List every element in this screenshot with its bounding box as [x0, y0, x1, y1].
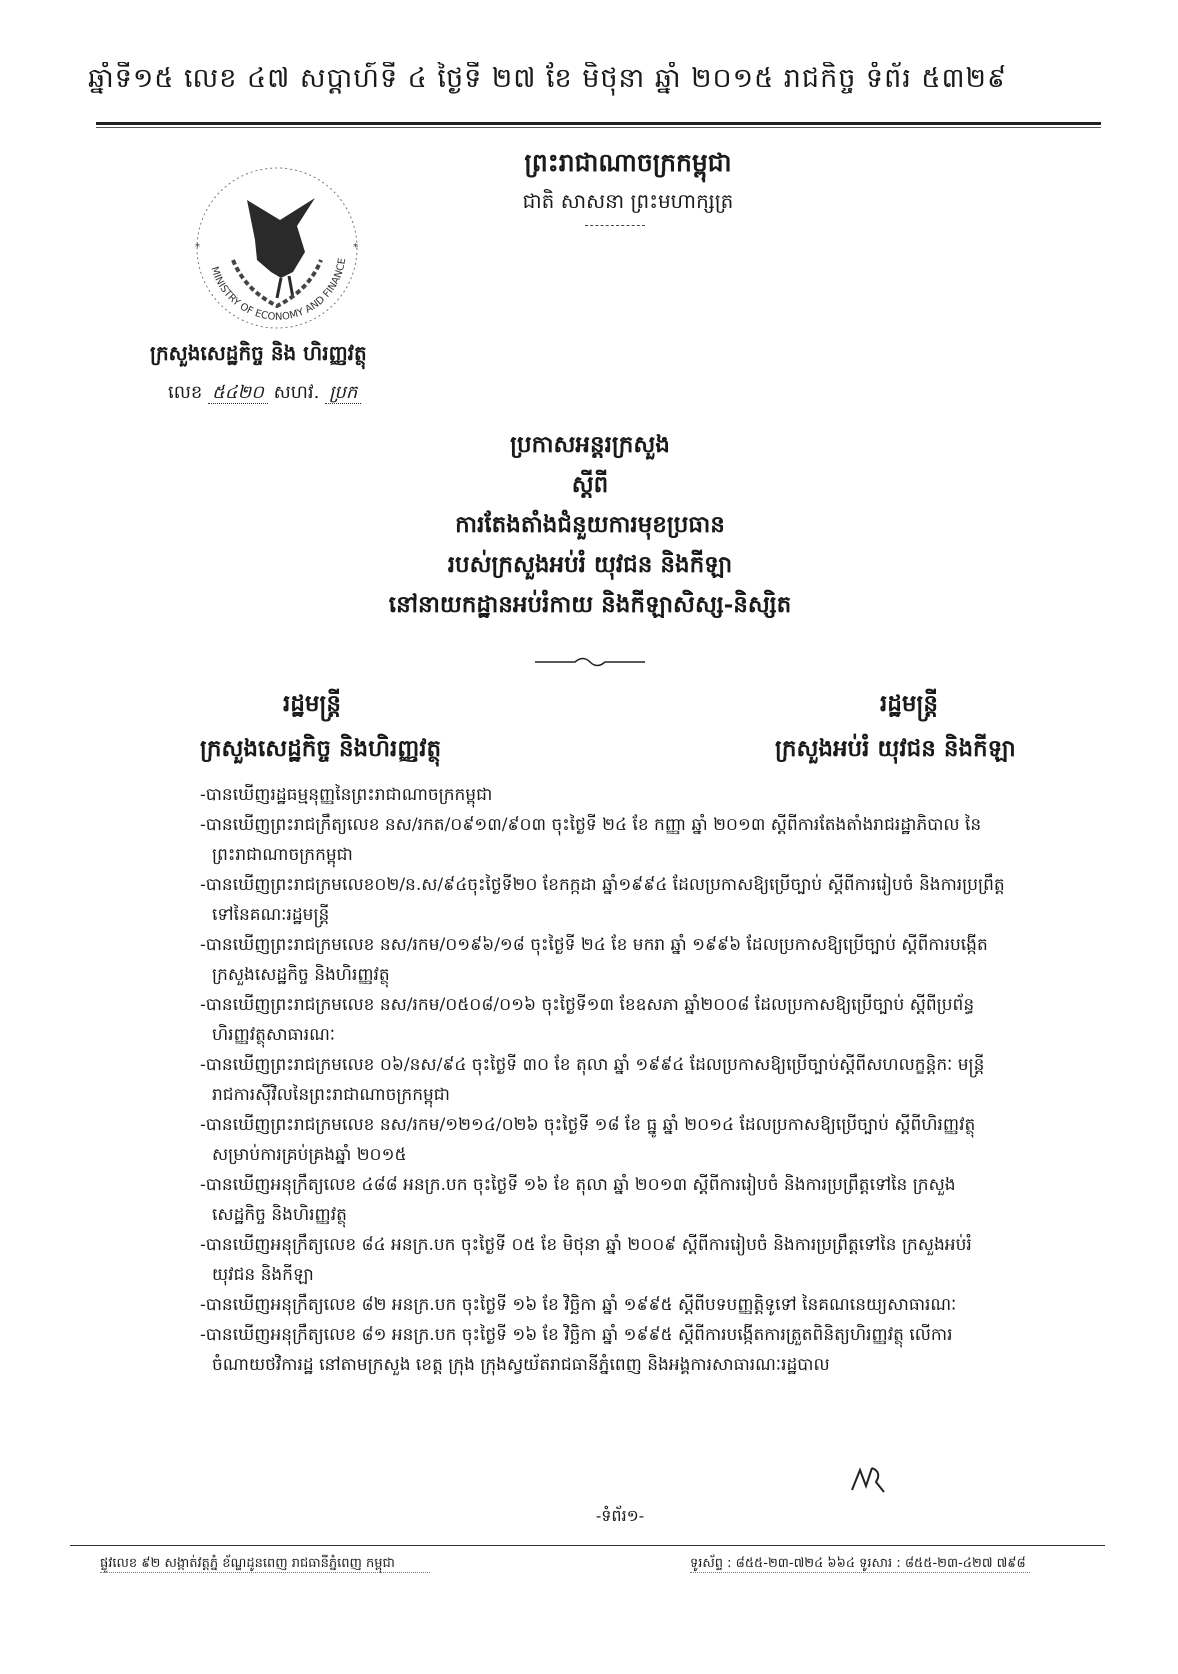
footer-contact: ទូរស័ព្ទ : ៨៥៥-២៣-៧២៤ ៦៦៤ ទូរសារ : ៨៥៥-២៣-៤២៧ ៧៩៨ — [690, 1556, 1026, 1571]
footer-dotted-line — [690, 1572, 1030, 1574]
visa-item: -បានឃើញព្រះរាជក្រមលេខ នស/រកម/០៥០៨/០១៦ ចុះថ្ងៃទី១៣ ខែឧសភា ឆ្នាំ២០០៨ ដែលប្រកាសឱ្យប្រើច្បាប់ ស្តីពីប្រព័ន្ធ ហិរញ្ញវត្ថុសាធារណៈ — [200, 995, 975, 1045]
title-line-5: នៅនាយកដ្ឋានអប់រំកាយ និងកីឡាសិស្ស-និស្សិត — [388, 591, 792, 618]
title-line-2: ស្តីពី — [571, 471, 609, 498]
visa-item: -បានឃើញអនុក្រឹត្យលេខ ៨១ អនក្រ.បក ចុះថ្ងៃទី ១៦ ខែ វិច្ឆិកា ឆ្នាំ ១៩៩៥ ស្តីពីការបង្កើតការត្រួតពិនិត្យហិរញ្ញវត្ថុ លើការ ចំណាយថវិការដ្ឋ នៅតាមក្រសួង ខេត្ត ក្រុង ក្រុងស្វយ័តរាជធានីភ្នំពេញ និងអង្គការសាធារណៈរដ្ឋបាល — [200, 1325, 953, 1375]
visa-item: -បានឃើញព្រះរាជក្រឹត្យលេខ នស/រកត/០៩១៣/៩០៣ ចុះថ្ងៃទី ២៤ ខែ កញ្ញា ឆ្នាំ ២០១៣ ស្តីពីការតែងតាំងរាជរដ្ឋាភិបាល នៃ ព្រះរាជាណាចក្រកម្ពុជា — [200, 815, 982, 865]
document-title — [300, 425, 880, 625]
title-line-3: ការតែងតាំងជំនួយការមុខប្រធាន — [455, 511, 725, 538]
reference-number — [168, 380, 468, 407]
handwritten-initial — [848, 1462, 888, 1496]
ref-suffix-value: ប្រក — [325, 382, 361, 404]
issuing-ministry: ក្រសួងសេដ្ឋកិច្ច និង ហិរញ្ញវត្ថុ — [150, 341, 367, 365]
title-line-4: របស់ក្រសួងអប់រំ យុវជន និងកីឡា — [447, 551, 733, 578]
left-signer-title: រដ្ឋមន្ត្រី — [283, 690, 341, 717]
ref-value: ៥៤២០ — [208, 382, 268, 404]
motto-ornament — [585, 225, 645, 227]
title-line-1: ប្រកាសអន្តរក្រសួង — [510, 431, 670, 458]
ministry-seal-bird-icon — [185, 160, 370, 335]
header-rule — [96, 122, 1101, 125]
page-number: -ទំព័រ១- — [595, 1506, 645, 1525]
footer-dotted-line — [100, 1572, 430, 1574]
ref-suffix: សហវ. — [273, 382, 320, 403]
right-signer-title: រដ្ឋមន្ត្រី — [880, 690, 938, 717]
visa-item: -បានឃើញអនុក្រឹត្យលេខ ៤៨៨ អនក្រ.បក ចុះថ្ងៃទី ១៦ ខែ តុលា ឆ្នាំ ២០១៣ ស្តីពីការរៀបចំ និងការប្រព្រឹត្តទៅនៃ ក្រសួង សេដ្ឋកិច្ច និងហិរញ្ញវត្ថុ — [200, 1175, 956, 1225]
footer-rule — [70, 1545, 1105, 1546]
visa-item: -បានឃើញអនុក្រឹត្យលេខ ៨២ អនក្រ.បក ចុះថ្ងៃទី ១៦ ខែ វិច្ឆិកា ឆ្នាំ ១៩៩៥ ស្តីពីបទបញ្ញត្តិទូទៅ នៃគណនេយ្យសាធារណៈ — [200, 1295, 957, 1315]
visa-item: -បានឃើញព្រះរាជក្រមលេខ នស/រកម/០១៩៦/១៨ ចុះថ្ងៃទី ២៤ ខែ មករា ឆ្នាំ ១៩៩៦ ដែលប្រកាសឱ្យប្រើច្បាប់ ស្តីពីការបង្កើត ក្រសួងសេដ្ឋកិច្ច និងហិរញ្ញវត្ថុ — [200, 935, 988, 985]
svg-text:*: * — [353, 242, 358, 253]
visa-item: -បានឃើញរដ្ឋធម្មនុញ្ញនៃព្រះរាជាណាចក្រកម្ពុជា — [200, 785, 493, 805]
visa-item: -បានឃើញអនុក្រឹត្យលេខ ៨៤ អនក្រ.បក ចុះថ្ងៃទី ០៥ ខែ មិថុនា ឆ្នាំ ២០០៩ ស្តីពីការរៀបចំ និងការប្រព្រឹត្តទៅនៃ ក្រសួងអប់រំ យុវជន និងកីឡា — [200, 1235, 972, 1285]
header-rule-thin — [96, 127, 1101, 128]
footer-address: ផ្លូវលេខ ៩២ សង្កាត់វត្តភ្នំ ខ័ណ្ឌដូនពេញ រាជធានីភ្នំពេញ កម្ពុជា — [100, 1556, 395, 1571]
gazette-header: ឆ្នាំទី១៥ លេខ ៤៧ សប្តាហ៍ទី ៤ ថ្ងៃទី ២៧ ខែ មិថុនា ឆ្នាំ ២០១៥ រាជកិច្ច ទំព័រ ៥៣២៩ — [88, 63, 1008, 94]
visa-item: -បានឃើញព្រះរាជក្រមលេខ ០៦/នស/៩៤ ចុះថ្ងៃទី ៣០ ខែ តុលា ឆ្នាំ ១៩៩៤ ដែលប្រកាសឱ្យប្រើច្បាប់ស្តីពីសហលក្ខន្តិកៈ មន្ត្រី រាជការស៊ីវិលនៃព្រះរាជាណាចក្រកម្ពុជា — [200, 1055, 985, 1105]
visa-item: -បានឃើញព្រះរាជក្រមលេខ០២/ន.ស/៩៤ចុះថ្ងៃទី២០ ខែកក្កដា ឆ្នាំ១៩៩៤ ដែលប្រកាសឱ្យប្រើច្បាប់ ស្តីពីការរៀបចំ និងការប្រព្រឹត្ត ទៅនៃគណៈរដ្ឋមន្ត្រី — [200, 875, 1005, 925]
right-signer-ministry: ក្រសួងអប់រំ យុវជន និងកីឡា — [775, 735, 1016, 762]
kingdom-motto: ជាតិ សាសនា ព្រះមហាក្សត្រ — [522, 189, 734, 213]
ref-label: លេខ — [168, 382, 203, 403]
visa-item: -បានឃើញព្រះរាជក្រមលេខ នស/រកម/១២១៤/០២៦ ចុះថ្ងៃទី ១៨ ខែ ធ្នូ ឆ្នាំ ២០១៤ ដែលប្រកាសឱ្យប្រើច្បាប់ ស្តីពីហិរញ្ញវត្ថុ សម្រាប់ការគ្រប់គ្រងឆ្នាំ ២០១៥ — [200, 1115, 976, 1165]
title-ornament — [535, 655, 645, 669]
left-signer-ministry: ក្រសួងសេដ្ឋកិច្ច និងហិរញ្ញវត្ថុ — [200, 735, 442, 762]
visa-list — [200, 780, 1070, 1380]
kingdom-name: ព្រះរាជាណាចក្រកម្ពុជា — [524, 148, 732, 177]
seal-ring-text: MINISTRY OF ECONOMY AND FINANCE — [208, 257, 349, 323]
svg-text:*: * — [195, 242, 200, 253]
